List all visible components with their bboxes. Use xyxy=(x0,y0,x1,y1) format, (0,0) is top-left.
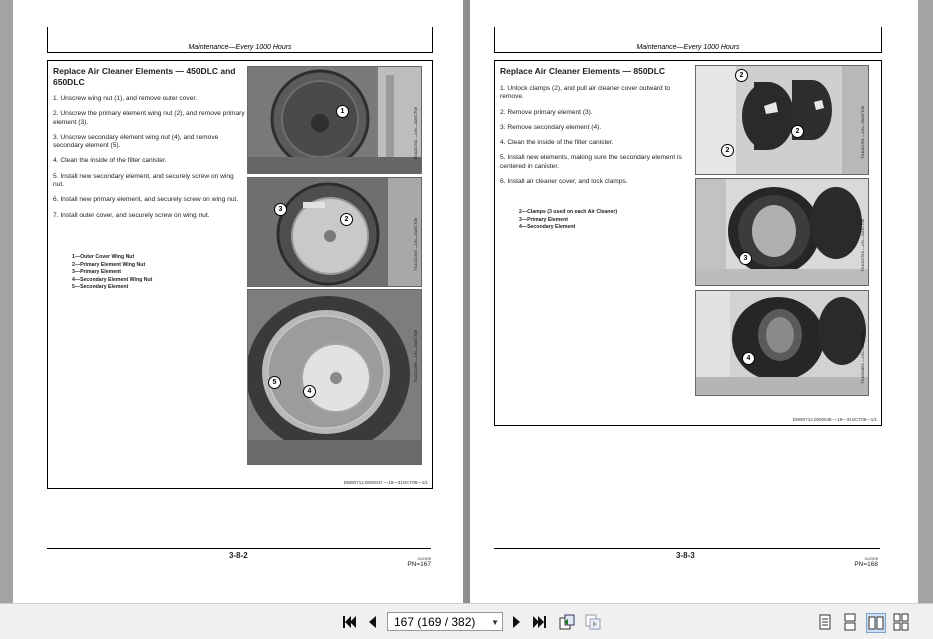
step-item: 1. Unlock clamps (2), and pull air cleaner cover outward to remove. xyxy=(500,85,671,101)
page-header-text: Maintenance—Every 1000 Hours xyxy=(188,44,292,51)
photo-code: TX1021746 —UN—31OCT06 xyxy=(413,330,418,383)
section-title: Replace Air Cleaner Elements — 850DLC xyxy=(500,66,666,76)
page-header-text: Maintenance—Every 1000 Hours xyxy=(636,44,740,51)
legend-item: 2—Primary Element Wing Nut xyxy=(72,261,146,268)
previous-page-icon[interactable] xyxy=(364,613,382,631)
photo-air-cleaner-cover xyxy=(247,66,422,174)
single-page-view-icon[interactable] xyxy=(816,613,834,631)
callout-marker: 2 xyxy=(721,144,734,157)
document-code: DW90712,0000047 —19—31OCT06—1/1 xyxy=(343,480,428,485)
footer-rule xyxy=(47,548,431,549)
legend-item: 1—Outer Cover Wing Nut xyxy=(72,254,135,260)
photo-secondary-element xyxy=(695,290,869,396)
procedure-steps xyxy=(500,85,692,193)
pn-code: PN=167 xyxy=(407,561,431,568)
page-number: 3-8-3 xyxy=(676,551,695,560)
legend-item: 2—Clamps (3 used on each Air Cleaner) xyxy=(519,209,618,215)
step-item: 4. Clean the inside of the filter canister. xyxy=(500,139,614,147)
procedure-box xyxy=(494,60,882,426)
footer-rule xyxy=(494,548,880,549)
legend-item: 4—Secondary Element Wing Nut xyxy=(72,276,153,283)
photo-code: TX1021751 —UN—31OCT06 xyxy=(860,106,865,159)
photo-primary-element xyxy=(247,177,422,287)
parts-legend xyxy=(519,209,617,232)
first-page-icon[interactable] xyxy=(340,613,358,631)
page-number-input[interactable] xyxy=(387,612,503,631)
page-gutter xyxy=(463,0,470,603)
callout-marker: 2 xyxy=(791,125,804,138)
step-item: 3. Remove secondary element (4). xyxy=(500,123,602,131)
step-item: 1. Unscrew wing nut (1), and remove outer cover. xyxy=(53,95,198,102)
callout-marker: 4 xyxy=(742,352,755,365)
go-forward-view-icon[interactable] xyxy=(584,613,602,631)
page-date-code: 012909 xyxy=(864,556,878,561)
page-header xyxy=(47,27,433,53)
procedure-box xyxy=(47,60,433,489)
legend-item: 3—Primary Element xyxy=(519,216,569,223)
step-item: 2. Remove primary element (3). xyxy=(500,108,593,116)
callout-marker: 1 xyxy=(336,105,349,118)
step-item: 5. Install new elements, making sure the secondary element is centered in canister. xyxy=(500,154,682,170)
callout-marker: 4 xyxy=(303,385,316,398)
last-page-icon[interactable] xyxy=(531,613,549,631)
photo-code: TX1021852 —UN—31OCT06 xyxy=(860,331,865,384)
continuous-view-icon[interactable] xyxy=(841,613,859,631)
document-page-left xyxy=(13,0,463,603)
callout-marker: 5 xyxy=(268,376,281,389)
step-item: 6. Install air cleaner cover, and lock clamps. xyxy=(500,178,628,186)
page-date-code: 012909 xyxy=(417,556,431,561)
step-item: 5. Install new secondary element, and securely screw on wing nut. xyxy=(53,172,234,189)
page-number: 3-8-2 xyxy=(229,551,248,560)
parts-legend xyxy=(72,254,152,292)
callout-marker: 3 xyxy=(274,203,287,216)
callout-marker: 2 xyxy=(735,69,748,82)
callout-marker: 3 xyxy=(739,252,752,265)
photo-code: TX1021741 —UN—31OCT06 xyxy=(413,107,418,160)
photo-primary-element xyxy=(695,178,869,286)
document-code: DW90712,0000048 —19—31OCT06—1/1 xyxy=(792,417,877,422)
photo-code: TX1021745 —UN—31OCT06 xyxy=(413,218,418,271)
callout-marker: 2 xyxy=(340,213,353,226)
step-item: 6. Install new primary element, and securely screw on wing nut. xyxy=(53,196,239,204)
procedure-steps xyxy=(53,95,245,227)
document-page-right xyxy=(470,0,918,603)
step-item: 2. Unscrew the primary element wing nut (2), and remove primary element (3). xyxy=(53,110,245,126)
step-item: 3. Unscrew secondary element wing nut (4), and remove secondary element (5). xyxy=(53,133,219,150)
legend-item: 5—Secondary Element xyxy=(72,284,129,291)
chevron-down-icon[interactable]: ▼ xyxy=(491,618,499,627)
step-item: 7. Install outer cover, and securely screw on wing nut. xyxy=(53,211,210,219)
photo-code: TX1021753 —UN—31OCT06 xyxy=(860,219,865,272)
continuous-facing-view-icon[interactable] xyxy=(892,613,910,631)
legend-item: 3—Primary Element xyxy=(72,269,122,276)
legend-item: 4—Secondary Element xyxy=(519,224,576,231)
page-header xyxy=(494,27,882,53)
page-number-value: 167 (169 / 382) xyxy=(394,615,476,629)
next-page-icon[interactable] xyxy=(507,613,525,631)
section-title: Replace Air Cleaner Elements — 450DLC and 650DLC xyxy=(53,66,236,87)
photo-air-cleaner-clamps xyxy=(695,65,869,175)
facing-view-icon[interactable] xyxy=(866,613,886,633)
viewer-toolbar xyxy=(0,603,933,639)
step-item: 4. Clean the inside of the filter canister. xyxy=(53,157,167,165)
go-back-view-icon[interactable] xyxy=(558,613,576,631)
pn-code: PN=168 xyxy=(854,561,878,568)
